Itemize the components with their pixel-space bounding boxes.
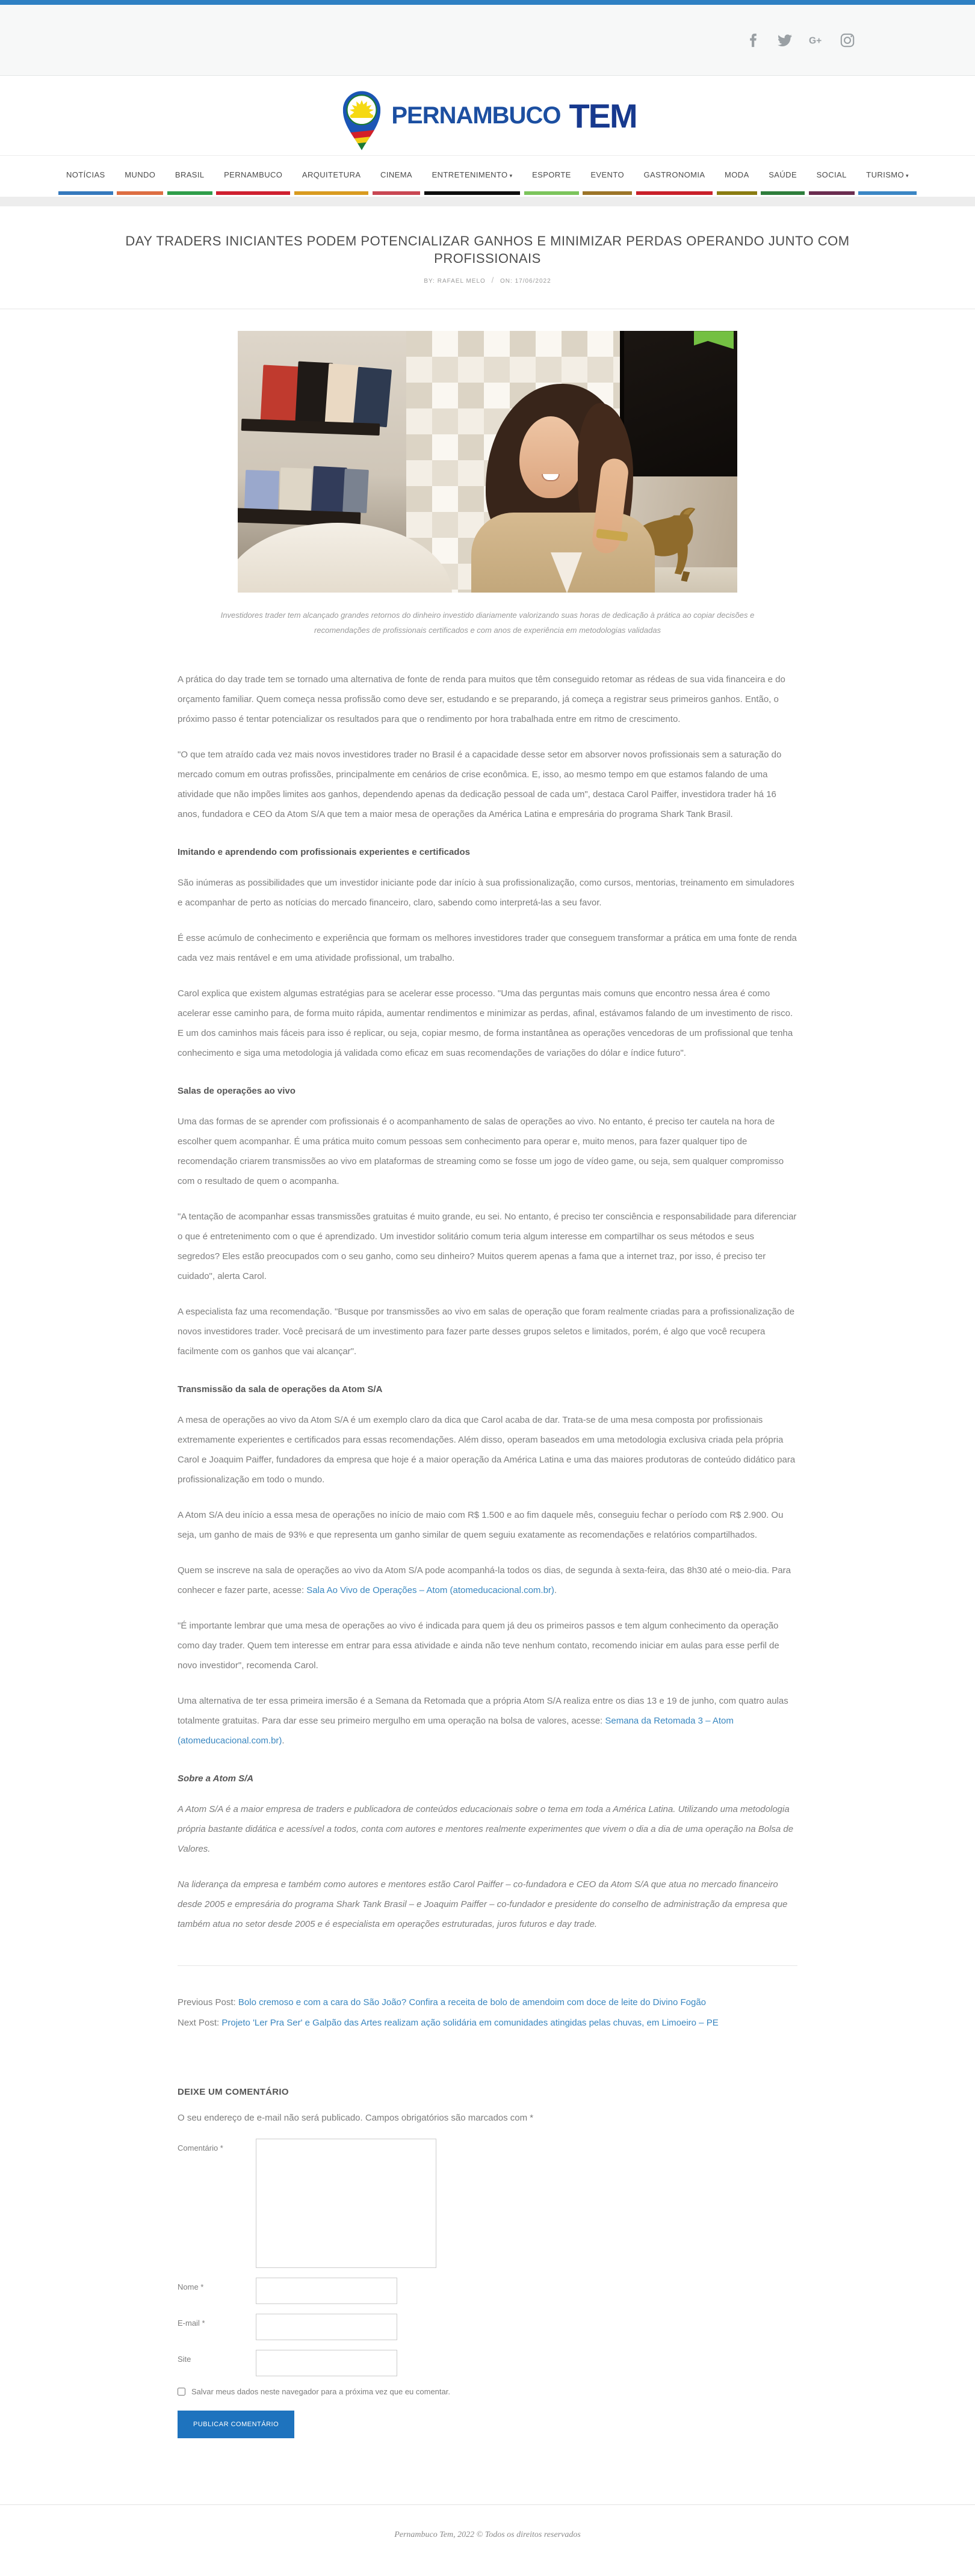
nav-item-label: TURISMO	[866, 170, 905, 179]
post-divider	[178, 1965, 797, 1966]
byline	[0, 276, 975, 285]
previous-post-link[interactable]: Bolo cremoso e com a cara do São João? Confira a receita de bolo de amendoim com doce de leite do Divino Fogão	[238, 1997, 707, 2007]
post-navigation	[178, 1992, 797, 2034]
nav-item-moda[interactable]	[725, 170, 749, 195]
nav-item-entretenimento[interactable]	[432, 170, 513, 195]
name-field-label: Nome *	[178, 2282, 204, 2291]
next-post-link[interactable]: Projeto 'Ler Pra Ser' e Galpão das Artes realizam ação solidária em comunidades atingidas pelas chuvas, em Limoeiro – PE	[221, 2018, 719, 2029]
article-subheading: Salas de operações ao vivo	[178, 1085, 296, 1096]
article-paragraph: "É importante lembrar que uma mesa de operações ao vivo é indicada para quem já deu os primeiros passos e tem algum conhecimento da operação como day trader. Quem tem interesse em entrar para essa atividade e ainda não teve nenhum contato, recomendo iniciar em aulas para esse perfil de novo investidor", recomenda Carol.	[178, 1620, 779, 1671]
article-content	[178, 331, 797, 2438]
article-paragraph: A especialista faz uma recomendação. "Busque por transmissões ao vivo em salas de operação que foram realmente criadas para a profissionalização de novos investidores trader. Você precisará de um investimento para fazer parte desses grupos seletos e limitados, porém, é algo que você recupera facilmente com os ganhos que vai alcançar".	[178, 1306, 795, 1357]
nav-item-label: SAÚDE	[769, 170, 797, 179]
article-text: .	[282, 1735, 285, 1746]
article-subheading: Transmissão da sala de operações da Atom S/A	[178, 1384, 383, 1394]
article-link[interactable]: Sala Ao Vivo de Operações – Atom (atomeducacional.com.br)	[306, 1585, 554, 1595]
comment-section	[178, 2087, 797, 2438]
twitter-icon[interactable]	[778, 33, 792, 48]
social-bar	[0, 5, 975, 76]
chevron-down-icon: ▾	[509, 173, 513, 179]
article-text: Quem se inscreve na sala de operações ao vivo da Atom S/A pode acompanhá-la todos os dias, de segunda à sexta-feira, das 8h30 até o meio-dia. Para conhecer e fazer parte, acesse:	[178, 1565, 791, 1595]
logo-text: PERNAMBUCO	[391, 102, 561, 129]
shelf-panel-blue	[244, 470, 279, 513]
social-icons	[746, 33, 855, 48]
logo-pin-icon	[338, 80, 385, 151]
facebook-icon[interactable]	[746, 33, 761, 48]
article-paragraph: A mesa de operações ao vivo da Atom S/A é um exemplo claro da dica que Carol acaba de dar. Trata-se de uma mesa composta por profissionais extremamente experientes e certificados para essas recomendações. Além disso, operam baseados em uma metodologia exclusiva criada pela própria Carol e Joaquim Paiffer, fundadores da empresa que hoje é a maior operação da América Latina e uma das maiores produtoras de conteúdo didático para profissionalização em todo o mundo.	[178, 1414, 796, 1485]
image-caption: Investidores trader tem alcançado grandes retornos do dinheiro investido diariamente valorizando suas horas de dedicação à prática ao copiar decisões e recomendações de profissionais certificados e com anos de experiência em metodologias validadas	[220, 611, 755, 635]
comment-heading: DEIXE UM COMENTÁRIO	[178, 2086, 289, 2097]
nav-item-pernambuco[interactable]	[224, 170, 282, 195]
article-paragraph	[178, 1691, 797, 1751]
comment-textarea[interactable]	[256, 2139, 436, 2268]
logo-text-accent: TEM	[569, 96, 637, 135]
nav-item-label: ENTRETENIMENTO	[432, 170, 508, 179]
nav-item-cinema[interactable]	[380, 170, 412, 195]
next-post-label: Next Post:	[178, 2018, 220, 2029]
email-input[interactable]	[256, 2314, 397, 2340]
post-date: 17/06/2022	[515, 278, 551, 285]
nav-item-gastronomia[interactable]	[644, 170, 705, 195]
nav-item-label: SOCIAL	[816, 170, 847, 179]
site-logo[interactable]	[338, 80, 636, 151]
author-link[interactable]: RAFAEL MELO	[437, 278, 486, 285]
article-paragraph: Na liderança da empresa e também como autores e mentores estão Carol Paiffer – co-fundadora e CEO da Atom S/A que atua no mercado financeiro desde 2005 e empresária do programa Shark Tank Brasil – e Joaquim Paiffer – co-fundador e presidente do conselho de administração da empresa que também atua no setor desde 2005 e é especialista em operações estruturadas, juros futuros e day trade.	[178, 1879, 788, 1929]
article-photo	[238, 331, 737, 593]
nav-item-label: GASTRONOMIA	[643, 170, 705, 179]
nav-item-label: MUNDO	[125, 170, 156, 179]
article-paragraph: A Atom S/A deu início a essa mesa de operações no início de maio com R$ 1.500 e ao fim daquele mês, conseguiu fechar o período com R$ 2.900. Ou seja, um ganho de mais de 93% e que representa um ganho similar de quem seguiu exatamente as recomendações e relatórios compartilhados.	[178, 1509, 784, 1540]
comment-field-label: Comentário *	[178, 2143, 223, 2152]
article-paragraph: São inúmeras as possibilidades que um investidor iniciante pode dar início à sua profissionalização, como cursos, mentorias, treinamento em simuladores e acompanhar de perto as notícias do mercado financeiro, claro, sabendo como interpretá-las a seu favor.	[178, 877, 794, 908]
article-figure	[238, 331, 737, 593]
nav-item-mundo[interactable]	[125, 170, 155, 195]
article-subheading: Imitando e aprendendo com profissionais experientes e certificados	[178, 846, 470, 857]
comment-note: O seu endereço de e-mail não será publicado. Campos obrigatórios são marcados com *	[178, 2112, 534, 2123]
google-plus-icon[interactable]	[809, 33, 823, 48]
byline-on-label: ON:	[500, 278, 513, 285]
site-footer	[0, 2504, 975, 2576]
article-text: .	[554, 1585, 557, 1595]
nav-item-label: BRASIL	[175, 170, 205, 179]
site-header	[0, 76, 975, 155]
article-paragraph: "A tentação de acompanhar essas transmissões gratuitas é muito grande, eu sei. No entanto, é preciso ter consciência e responsabilidade para diferenciar o que é entretenimento com o que é aprendizado. Um investidor solitário comum teria algum interesse em compartilhar os seus métodos e seus segredos? Eles estão preocupados com o seu ganho, como seu dinheiro? Muitos querem apenas a fama que a internet traz, por isso, é preciso ter cuidado", alerta Carol.	[178, 1211, 797, 1281]
save-data-label: Salvar meus dados neste navegador para a próxima vez que eu comentar.	[191, 2386, 450, 2396]
svg-text:G+: G+	[809, 35, 822, 46]
shelf-panel-darkblue	[311, 466, 347, 514]
nav-item-evento[interactable]	[590, 170, 624, 195]
publish-comment-button[interactable]: PUBLICAR COMENTÁRIO	[178, 2411, 294, 2438]
article-paragraph: Uma das formas de se aprender com profissionais é o acompanhamento de salas de operações ao vivo. No entanto, é preciso ter cautela na hora de escolher quem acompanhar. É uma prática muito comum pessoas sem conhecimento para operar e, muito menos, para fazer qualquer tipo de recomendação criarem transmissões ao vivo em plataformas de streaming como se fosse um jogo de vídeo game, ou seja, sem qualquer compromisso com o resultado de quem o acompanha.	[178, 1116, 784, 1186]
article-paragraph: A prática do day trade tem se tornado uma alternativa de fonte de renda para muitos que têm conseguido retomar as rédeas de sua vida financeira e do orçamento familiar. Quem começa nessa profissão como deve ser, estudando e se preparando, já começa a registrar seus primeiros ganhos. Então, o próximo passo é tentar potencializar os resultados para que o rendimento por hora trabalhada entre em ritmo de crescimento.	[178, 674, 785, 724]
chevron-down-icon: ▾	[906, 173, 909, 179]
article-subheading: Sobre a Atom S/A	[178, 1773, 254, 1784]
save-data-checkbox[interactable]	[178, 2388, 185, 2396]
article-paragraph: Carol explica que existem algumas estratégias para se acelerar esse processo. "Uma das perguntas mais comuns que encontro nessa área é como acelerar esse caminho para, de forma muito rápida, aumentar rendimentos e minimizar as perdas, afinal, estávamos falando de um investimento de risco. E um dos caminhos mais fáceis para isso é replicar, ou seja, copiar mesmo, de forma instantânea as operações vencedoras de um profissional que tenha conhecimento e siga uma metodologia já validada como eficaz em suas recomendações de variações do dólar e índice futuro".	[178, 988, 793, 1058]
article-paragraph	[178, 1561, 797, 1600]
top-accent-bar	[0, 0, 975, 5]
shelf-panel-navy	[353, 367, 392, 428]
article-paragraph: "O que tem atraído cada vez mais novos investidores trader no Brasil é a capacidade desse setor em absorver novos profissionais sem a saturação do mercado comum em outras profissões, principalmente em cenários de crise econômica. E, isso, ao mesmo tempo em que estamos falando de uma atividade que não impões limites aos ganhos, dependendo apenas da dedicação pessoal de cada um", destaca Carol Paiffer, investidora trader há 16 anos, fundadora e CEO da Atom S/A que tem a maior mesa de operações da América Latina e empresária do programa Shark Tank Brasil.	[178, 749, 782, 819]
article-body	[178, 638, 797, 1934]
name-input[interactable]	[256, 2278, 397, 2304]
header-separator	[0, 197, 975, 206]
nav-item-label: PERNAMBUCO	[224, 170, 283, 179]
nav-item-label: NOTÍCIAS	[66, 170, 105, 179]
nav-item-label: CINEMA	[380, 170, 412, 179]
nav-item-label: ESPORTE	[532, 170, 571, 179]
nav-item-noticias[interactable]	[66, 170, 105, 195]
email-field-label: E-mail *	[178, 2318, 205, 2328]
article-link[interactable]: Semana da Retomada 3 – Atom (atomeducacional.com.br)	[178, 1715, 734, 1746]
nav-item-saude[interactable]	[769, 170, 797, 195]
shelf-panel-beige	[279, 467, 312, 513]
nav-item-social[interactable]	[817, 170, 847, 195]
nav-item-esporte[interactable]	[532, 170, 571, 195]
article-header	[0, 206, 975, 309]
article-title: DAY TRADERS INICIANTES PODEM POTENCIALIZAR GANHOS E MINIMIZAR PERDAS OPERANDO JUNTO COM PROFISSIONAIS	[125, 233, 850, 266]
copyright-text: Pernambuco Tem, 2022 © Todos os direitos reservados	[394, 2530, 581, 2539]
next-post-row	[178, 2013, 797, 2034]
comment-form	[178, 2139, 797, 2438]
instagram-icon[interactable]	[840, 33, 855, 48]
nav-item-brasil[interactable]	[175, 170, 205, 195]
article-text: Uma alternativa de ter essa primeira imersão é a Semana da Retomada que a própria Atom S/A realiza entre os dias 13 e 19 de junho, com quatro aulas totalmente gratuitas. Para dar esse seu primeiro mergulho em uma operação na bolsa de valores, acesse:	[178, 1695, 788, 1726]
nav-item-turismo[interactable]	[866, 170, 909, 195]
site-input[interactable]	[256, 2350, 397, 2376]
article-paragraph: A Atom S/A é a maior empresa de traders e publicadora de conteúdos educacionais sobre o tema em toda a América Latina. Utilizando uma metodologia própria bastante didática e acessível a todos, conta com autores e mentores realmente experimentes que vivem o dia a dia de uma operação na Bolsa de Valores.	[178, 1804, 794, 1854]
nav-item-label: ARQUITETURA	[302, 170, 361, 179]
previous-post-label: Previous Post:	[178, 1997, 236, 2007]
site-field-label: Site	[178, 2354, 191, 2364]
nav-item-label: EVENTO	[590, 170, 624, 179]
nav-item-arquitetura[interactable]	[302, 170, 361, 195]
byline-by-label: BY:	[424, 278, 435, 285]
main-nav	[0, 155, 975, 197]
article-paragraph: É esse acúmulo de conhecimento e experiência que formam os melhores investidores trader que conseguem transformar a prática em uma fonte de renda cada vez mais rentável e em uma atividade profissional, um trabalho.	[178, 932, 797, 963]
tv-screen	[620, 331, 737, 476]
woman-face	[519, 416, 582, 498]
byline-separator: /	[491, 276, 495, 285]
nav-item-label: MODA	[725, 170, 749, 179]
previous-post-row	[178, 1992, 797, 2014]
shelf-panel-gray	[342, 469, 369, 513]
